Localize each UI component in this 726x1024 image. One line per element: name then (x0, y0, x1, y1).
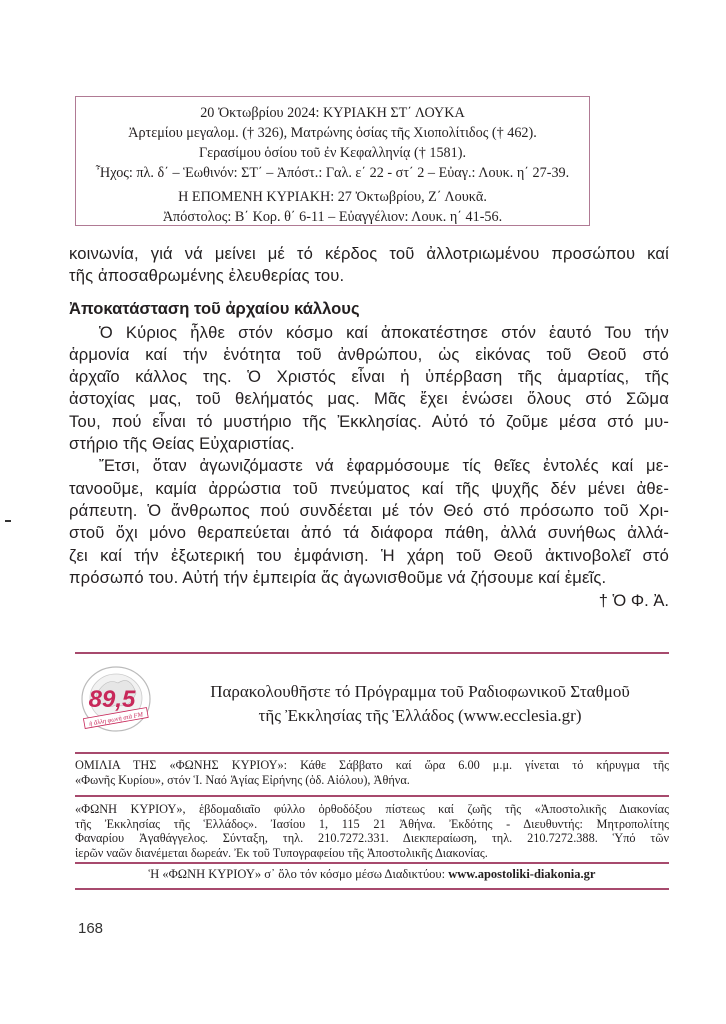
text-line: «ΦΩΝΗ ΚΥΡΙΟΥ», ἑβδομαδιαῖο φύλλο ὀρθοδόξου πίστεως καί ζωῆς τῆς «Ἀποστολικῆς Διακονίας (75, 802, 669, 816)
article-paragraph-2 (69, 455, 669, 589)
radio-logo-tagline: ἡ ἄλλη φωνὴ στὰ FM (88, 711, 144, 728)
calendar-readings: Ἦχος: πλ. δ΄ – Ἑωθινόν: ΣΤ΄ – Ἀπόστ.: Γαλ. ε΄ 22 - στ΄ 2 – Εὐαγ.: Λουκ. η΄ 27-39. (95, 165, 570, 181)
article-intro (69, 243, 669, 288)
text-line: πρόσωπό του. Αὐτή τήν ἐμπειρία ἅς ἀγωνισθοῦμε νά ζήσουμε καί ἐμεῖς. (69, 567, 607, 587)
text-line: Ἔτσι, ὅταν ἀγωνιζόμαστε νά ἐφαρμόσουμε τίς θεῖες ἐντολές καί με- (99, 456, 669, 476)
article-heading: Ἀποκατάσταση τοῦ ἀρχαίου κάλλους (69, 298, 360, 318)
text-line: κοινωνία, γιά νά μείνει μέ τό κέρδος τοῦ ἀλλοτριωμένου προσώπου καί (69, 244, 669, 263)
radio-logo-icon (78, 665, 154, 735)
text-line: ἀστοχίας μας, τοῦ θελήματός μας. Μᾶς ἔχει ἑνώσει ὅλους στό Σῶμα (69, 389, 669, 409)
text-line: Του, πού εἶναι τό μυστήριο τῆς Ἐκκλησίας. Αὐτό τό ζοῦμε μέσα στό μυ- (69, 411, 669, 431)
calendar-next-sunday: Η ΕΠΟΜΕΝΗ ΚΥΡΙΑΚΗ: 27 Ὀκτωβρίου, Ζ΄ Λουκᾶ. (178, 189, 487, 205)
calendar-saints-1: Ἀρτεμίου μεγαλομ. († 326), Ματρώνης ὁσίας τῆς Χιοπολίτιδος († 462). (128, 125, 537, 141)
text-line: ἀρχαῖο κάλλος της. Ὁ Χριστός εἶναι ἡ ὑπέρβαση τῆς ἁμαρτίας, τῆς (69, 367, 669, 387)
radio-line-2: τῆς Ἐκκλησίας τῆς Ἑλλάδος (www.ecclesia.gr) (258, 706, 582, 725)
article-paragraph-1 (69, 322, 669, 456)
radio-logo-frequency: 89,5 (88, 686, 136, 713)
text-line: στήριο τῆς Θείας Εὐχαριστίας. (69, 434, 295, 454)
text-line: ἱερῶν ναῶν διανέμεται δωρεάν. Ἐκ τοῦ Τυπογραφείου τῆς Ἀποστολικῆς Διακονίας. (75, 845, 488, 860)
calendar-next-readings: Ἀπόστολος: Β΄ Κορ. θ΄ 6-11 – Εὐαγγέλιον: Λουκ. η΄ 41-56. (162, 209, 503, 225)
text-line: ζει καί τήν ἐξωτερική του ἐμφάνιση. Ἡ χάρη τοῦ Θεοῦ ἀκτινοβολεῖ στό (69, 545, 669, 565)
divider-rule (75, 752, 669, 754)
radio-line-1: Παρακολουθῆστε τό Πρόγραμμα τοῦ Ραδιοφωνικοῦ Σταθμοῦ (210, 682, 630, 701)
page-number: 168 (78, 920, 104, 937)
colophon (75, 802, 669, 860)
text-line: «Φωνῆς Κυρίου», στόν Ἱ. Ναό Ἁγίας Εἰρήνης (ὁδ. Αἰόλου), Ἀθήνα. (75, 772, 410, 787)
website-link[interactable]: www.apostoliki-diakonia.gr (448, 867, 596, 881)
calendar-box (75, 96, 590, 226)
divider-rule (75, 862, 669, 864)
article (69, 243, 669, 613)
text-line: στοῦ ὄχι μόνο θεραπεύεται ἀπό τά διάφορα πάθη, ἀλλά συνήθως ἀλλά- (69, 523, 669, 543)
calendar-saints-2: Γερασίμου ὁσίου τοῦ ἐν Κεφαλληνίᾳ († 1581). (198, 145, 467, 161)
divider-rule (75, 652, 669, 654)
divider-rule (75, 888, 669, 890)
text-line: Φαναρίου Ἀγαθάγγελος. Σύνταξη, τηλ. 210.7272.331. Διεκπεραίωση, τηλ. 210.7272.388. Ὑπό τῶν (75, 831, 669, 846)
radio-logo (78, 665, 154, 735)
radio-announcement (165, 680, 675, 728)
website-text: Ἡ «ΦΩΝΗ ΚΥΡΙΟΥ» σ᾽ ὅλο τόν κόσμο μέσω Διαδικτύου: (148, 867, 449, 881)
text-line: τῆς ἀποσαθρωμένης ἐλευθερίας του. (69, 266, 345, 286)
article-signature: † Ὁ Φ. Ἀ. (598, 591, 669, 611)
text-line: ΟΜΙΛΙΑ ΤΗΣ «ΦΩΝΗΣ ΚΥΡΙΟΥ»: Κάθε Σάββατο καί ὥρα 6.00 μ.μ. γίνεται τό κήρυγμα τῆς (75, 758, 669, 772)
text-line: τῆς Ἐκκλησίας τῆς Ἑλλάδος». Ἰασίου 1, 115 21 Ἀθήνα. Ἐκδότης - Διευθυντής: Μητροπολίτης (75, 816, 669, 831)
text-line: τανοοῦμε, καμία ἀρρώστια τοῦ πνεύματος καί τῆς ψυχῆς δέν μένει ἀθε- (69, 478, 669, 498)
calendar-date: 20 Ὀκτωβρίου 2024: ΚΥΡΙΑΚΗ ΣΤ΄ ΛΟΥΚΑ (200, 105, 465, 121)
text-line: ράπευτη. Ὁ ἄνθρωπος πού συνδέεται μέ τόν Θεό στό πρόσωπο τοῦ Χρι- (69, 500, 669, 520)
text-line: Ὁ Κύριος ἦλθε στόν κόσμο καί ἀποκατέστησε στόν ἑαυτό Του τήν (99, 322, 669, 342)
homily-notice (75, 758, 669, 787)
margin-mark (5, 520, 11, 522)
website-notice (75, 867, 669, 882)
text-line: ἁρμονία καί τήν ἑνότητα τοῦ ἀνθρώπου, ὡς εἰκόνας τοῦ Θεοῦ στό (69, 344, 669, 364)
divider-rule (75, 795, 669, 797)
